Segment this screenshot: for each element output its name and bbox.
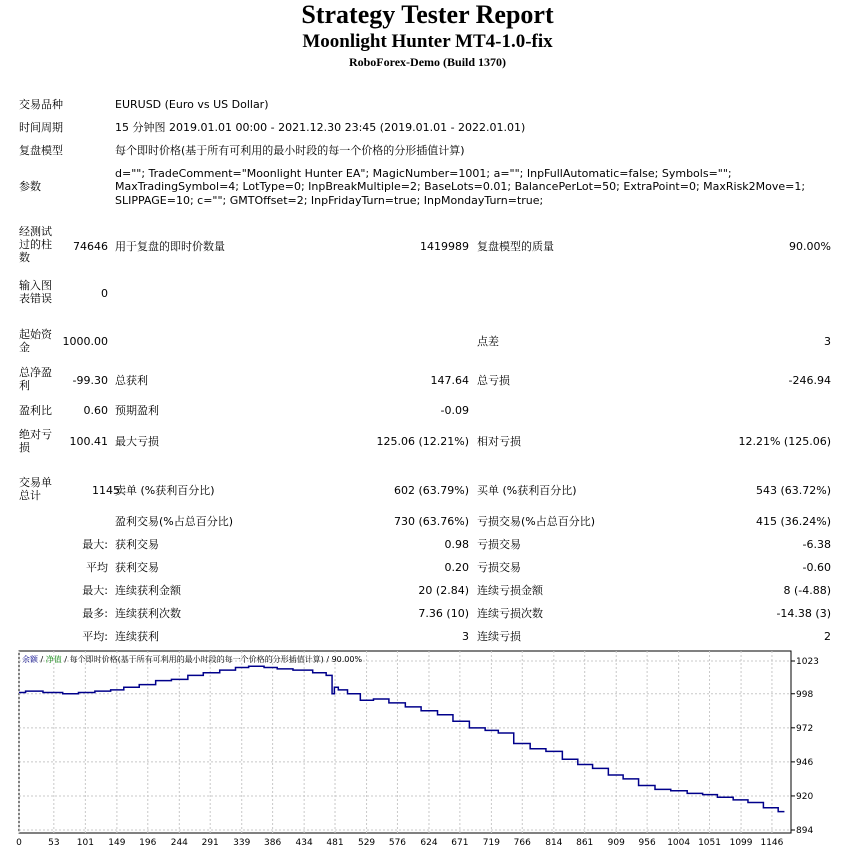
loss-trades-value: 415 (36.24%) <box>755 515 831 528</box>
server-build: RoboForex-Demo (Build 1370) <box>348 55 507 69</box>
avg-cons-prefix: 平均: <box>82 630 108 643</box>
model-label: 复盘模型 <box>19 144 63 157</box>
maximal-wins-label: 连续获利次数 <box>115 607 181 620</box>
maximal-prefix: 最多: <box>82 607 108 620</box>
avg-cons-wins-label: 连续获利 <box>115 630 159 643</box>
max-cons-losses-label: 连续亏损金额 <box>477 584 543 597</box>
abs-drawdown-value: 100.41 <box>69 435 108 448</box>
x-tick-label: 1099 <box>729 838 753 848</box>
x-tick-label: 196 <box>139 838 157 848</box>
x-tick-label: 0 <box>16 838 22 848</box>
max-cons-losses-value: 8 (-4.88) <box>783 584 831 597</box>
errors-value: 0 <box>101 287 108 300</box>
profit-factor-value: 0.60 <box>83 404 108 417</box>
profit-trades-label: 盈利交易(%占总百分比) <box>115 515 234 528</box>
x-tick-label: 1004 <box>667 838 691 848</box>
x-tick-label: 244 <box>170 838 188 848</box>
x-tick-label: 434 <box>295 838 313 848</box>
params-line: SLIPPAGE=10; c=""; GMTOffset=2; InpFridayTurn=true; InpMondayTurn=true; <box>115 194 544 207</box>
average-profit-value: 0.20 <box>444 561 469 574</box>
page-title: Strategy Tester Report <box>301 0 554 29</box>
quality-label: 复盘模型的质量 <box>477 240 554 253</box>
x-tick-label: 339 <box>233 838 251 848</box>
profit-factor-label: 盈利比 <box>19 404 52 417</box>
net-profit-label: 总净盈利 <box>19 366 52 392</box>
x-tick-label: 53 <box>48 838 60 848</box>
symbol-value: EURUSD (Euro vs US Dollar) <box>115 98 269 111</box>
total-trades-value: 1145 <box>92 484 120 497</box>
x-tick-label: 576 <box>388 838 407 848</box>
ticks-label: 用于复盘的即时价数量 <box>115 240 225 253</box>
average-loss-label: 亏损交易 <box>477 561 521 574</box>
y-tick-label: 998 <box>796 689 814 700</box>
x-tick-label: 861 <box>576 838 594 848</box>
y-tick-label: 1023 <box>796 657 819 667</box>
x-tick-label: 149 <box>108 838 126 848</box>
errors-label: 输入图表错误 <box>19 279 52 305</box>
avg-cons-wins-value: 3 <box>462 630 469 643</box>
average-profit-label: 获利交易 <box>115 561 159 574</box>
average-prefix: 平均 <box>86 561 108 574</box>
gross-loss-value: -246.94 <box>788 374 831 387</box>
quality-value: 90.00% <box>789 240 831 253</box>
payoff-value: -0.09 <box>440 404 469 417</box>
avg-cons-losses-value: 2 <box>824 630 831 643</box>
x-tick-label: 909 <box>607 838 625 848</box>
short-trades-value: 602 (63.79%) <box>393 484 469 497</box>
period-value: 15 分钟图 2019.01.01 00:00 - 2021.12.30 23:45 (2019.01.01 - 2022.01.01) <box>115 121 526 134</box>
largest-prefix: 最大: <box>82 538 108 551</box>
x-tick-label: 956 <box>638 838 656 848</box>
params-line: d=""; TradeComment="Moonlight Hunter EA"; MagicNumber=1001; a=""; InpFullAutomatic=false; Symbols=""; <box>115 167 732 180</box>
gross-profit-label: 总获利 <box>115 374 148 387</box>
expert-name: Moonlight Hunter MT4-1.0-fix <box>302 31 553 52</box>
total-trades-label: 交易单总计 <box>19 476 52 502</box>
x-tick-label: 1051 <box>698 838 721 848</box>
largest-loss-value: -6.38 <box>802 538 831 551</box>
y-tick-label: 920 <box>796 791 814 802</box>
spread-label: 点差 <box>477 335 499 348</box>
x-tick-label: 814 <box>545 838 563 848</box>
symbol-label: 交易品种 <box>19 98 63 111</box>
deposit-label: 起始资金 <box>19 328 52 354</box>
balance-chart <box>0 650 855 851</box>
y-tick-label: 946 <box>796 757 814 768</box>
largest-loss-label: 亏损交易 <box>477 538 521 551</box>
params-line: MaxTradingSymbol=4; LotType=0; InpBreakMultiple=2; BaseLots=0.01; BalancePerLot=50; ExtraPoint=0; MaxRisk2Move=1; <box>115 180 806 193</box>
profit-trades-value: 730 (63.76%) <box>393 515 469 528</box>
y-tick-label: 894 <box>796 826 814 836</box>
net-profit-value: -99.30 <box>72 374 108 387</box>
payoff-label: 预期盈利 <box>115 404 159 417</box>
period-label: 时间周期 <box>19 121 63 134</box>
legend-equity: 净值 <box>45 655 62 664</box>
model-value: 每个即时价格(基于所有可利用的最小时段的每一个价格的分形插值计算) <box>115 144 465 157</box>
maximal-losses-label: 连续亏损次数 <box>477 607 543 620</box>
maximal-wins-value: 7.36 (10) <box>418 607 469 620</box>
bars-label: 经测试过的柱数 <box>19 225 52 264</box>
y-tick-label: 972 <box>796 723 814 734</box>
largest-profit-label: 获利交易 <box>115 538 159 551</box>
legend-balance: 余额 <box>22 655 38 664</box>
x-tick-label: 529 <box>357 838 376 848</box>
x-tick-label: 766 <box>513 838 531 848</box>
maximal-losses-value: -14.38 (3) <box>776 607 831 620</box>
x-tick-label: 101 <box>76 838 94 848</box>
short-trades-label: 卖单 (%获利百分比) <box>115 484 215 497</box>
plot-area <box>19 651 791 833</box>
rel-drawdown-value: 12.21% (125.06) <box>738 435 831 448</box>
ticks-value: 1419989 <box>420 240 469 253</box>
legend-model: / 每个即时价格(基于所有可利用的最小时段的每一个价格的分形插值计算) / 90.00% <box>64 655 363 664</box>
max-drawdown-value: 125.06 (12.21%) <box>376 435 469 448</box>
x-tick-label: 386 <box>264 838 282 848</box>
long-trades-value: 543 (63.72%) <box>755 484 831 497</box>
gross-loss-label: 总亏损 <box>477 374 510 387</box>
abs-drawdown-label: 绝对亏损 <box>19 428 52 454</box>
loss-trades-label: 亏损交易(%占总百分比) <box>477 515 596 528</box>
x-axis <box>16 838 784 848</box>
max-cons-wins-label: 连续获利金额 <box>115 584 181 597</box>
x-tick-label: 1146 <box>760 838 784 848</box>
gross-profit-value: 147.64 <box>430 374 469 387</box>
bars-value: 74646 <box>73 240 108 253</box>
x-tick-label: 481 <box>326 838 344 848</box>
y-axis <box>791 657 819 836</box>
x-tick-label: 671 <box>451 838 469 848</box>
x-tick-label: 719 <box>482 838 500 848</box>
rel-drawdown-label: 相对亏损 <box>477 435 521 448</box>
x-tick-label: 624 <box>420 838 438 848</box>
avg-cons-losses-label: 连续亏损 <box>477 630 521 643</box>
max-cons-prefix: 最大: <box>82 584 108 597</box>
deposit-value: 1000.00 <box>62 335 108 348</box>
long-trades-label: 买单 (%获利百分比) <box>477 484 577 497</box>
spread-value: 3 <box>824 335 831 348</box>
largest-profit-value: 0.98 <box>444 538 469 551</box>
params-label: 参数 <box>19 180 41 193</box>
chart-legend: 余额 / 净值 / 每个即时价格(基于所有可利用的最小时段的每一个价格的分形插值计算) / 90.00% <box>22 655 363 664</box>
max-cons-wins-value: 20 (2.84) <box>418 584 469 597</box>
x-tick-label: 291 <box>201 838 219 848</box>
average-loss-value: -0.60 <box>802 561 831 574</box>
max-drawdown-label: 最大亏损 <box>115 435 159 448</box>
